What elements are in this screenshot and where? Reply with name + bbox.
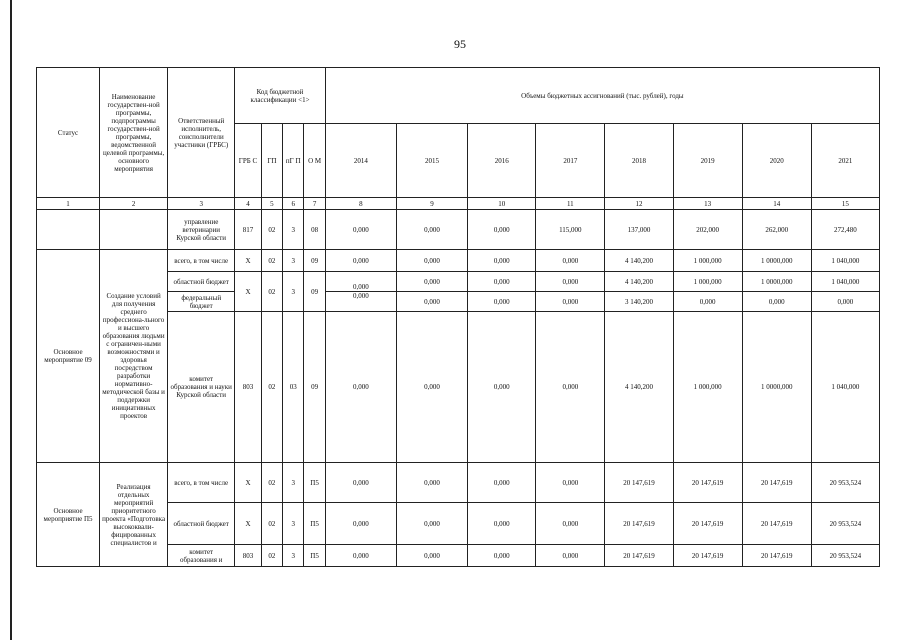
value-cell-merged (325, 272, 396, 312)
status-cell (37, 210, 100, 250)
header-budget-code: Код бюджетной классификации <1> (235, 68, 326, 124)
pgp-cell: 3 (283, 503, 304, 545)
gp-cell: 02 (261, 272, 282, 312)
executor-cell: комитет образования и науки Курской области (168, 312, 235, 463)
header-year: 2015 (396, 124, 467, 198)
value-cell: 1 000,000 (673, 250, 742, 272)
col-number: 8 (325, 198, 396, 210)
value-cell: 0,000 (396, 292, 467, 312)
value-cell: 20 147,619 (673, 545, 742, 567)
value-cell: 0,000 (325, 250, 396, 272)
col-number: 11 (536, 198, 605, 210)
value-cell: 0,000 (536, 292, 605, 312)
header-year: 2016 (468, 124, 536, 198)
value-cell: 0,000 (811, 292, 879, 312)
om-cell: П5 (304, 503, 325, 545)
value-cell: 4 140,200 (605, 272, 673, 292)
pgp-cell: 03 (283, 312, 304, 463)
col-number: 6 (283, 198, 304, 210)
executor-cell: областной бюджет (168, 503, 235, 545)
value-cell: 115,000 (536, 210, 605, 250)
value-cell: 20 147,619 (742, 463, 811, 503)
table-row (37, 463, 880, 503)
value-cell: 4 140,200 (605, 250, 673, 272)
gp-cell: 02 (261, 210, 282, 250)
value-cell: 0,000 (536, 463, 605, 503)
value-cell: 0,000 (396, 545, 467, 567)
value-cell: 0,000 (468, 312, 536, 463)
value-cell: 0,000 (673, 292, 742, 312)
value-cell: 0,000 (396, 272, 467, 292)
value-cell: 0,000 (742, 292, 811, 312)
col-number: 2 (100, 198, 168, 210)
gp-cell: 02 (261, 250, 282, 272)
header-status: Статус (37, 68, 100, 198)
column-number-row (37, 198, 880, 210)
value-cell: 0,000 (468, 503, 536, 545)
value-cell: 0,000 (396, 250, 467, 272)
value-cell: 1 040,000 (811, 250, 879, 272)
value-cell: 0,000 (468, 545, 536, 567)
value-cell: 0,000 (536, 503, 605, 545)
pgp-cell: 3 (283, 463, 304, 503)
value-cell: 1 040,000 (811, 272, 879, 292)
value-cell: 20 953,524 (811, 463, 879, 503)
value-cell: 137,000 (605, 210, 673, 250)
value-cell: 0,000 (536, 545, 605, 567)
header-volumes: Объемы бюджетных ассигнований (тыс. рублей), годы (325, 68, 879, 124)
value-cell: 20 147,619 (742, 545, 811, 567)
value-cell: 0,000 (536, 272, 605, 292)
value-cell: 1 0000,000 (742, 272, 811, 292)
header-year: 2018 (605, 124, 673, 198)
grbs-cell: Х (235, 250, 261, 272)
value-cell: 0,000 (468, 463, 536, 503)
page-left-border (10, 0, 12, 640)
budget-table (36, 67, 880, 567)
col-number: 9 (396, 198, 467, 210)
value-cell: 0,000 (468, 292, 536, 312)
executor-cell: всего, в том числе (168, 250, 235, 272)
grbs-cell: 803 (235, 312, 261, 463)
value-cell: 1 0000,000 (742, 312, 811, 463)
value-cell: 20 147,619 (605, 545, 673, 567)
value-cell: 0,000 (396, 312, 467, 463)
value-cell: 0,000 (536, 250, 605, 272)
om-cell: 09 (304, 250, 325, 272)
value-cell: 0,000 (468, 210, 536, 250)
header-year: 2021 (811, 124, 879, 198)
value-cell: 20 147,619 (605, 463, 673, 503)
gp-cell: 02 (261, 312, 282, 463)
col-number: 3 (168, 198, 235, 210)
value-cell: 1 000,000 (673, 272, 742, 292)
pgp-cell: 3 (283, 250, 304, 272)
grbs-cell: 817 (235, 210, 261, 250)
col-number: 7 (304, 198, 325, 210)
col-number: 12 (605, 198, 673, 210)
value-cell: 1 000,000 (673, 312, 742, 463)
value-cell: 0,000 (325, 545, 396, 567)
value-cell: 0,000 (468, 272, 536, 292)
header-code-pgp: пГ П (283, 124, 304, 198)
value-cell: 1 0000,000 (742, 250, 811, 272)
om-cell: 09 (304, 312, 325, 463)
executor-cell: всего, в том числе (168, 463, 235, 503)
executor-cell: областной бюджет (168, 272, 235, 292)
gp-cell: 02 (261, 545, 282, 567)
value-cell: 0,000 (325, 312, 396, 463)
header-code-grbs: ГРБ С (235, 124, 261, 198)
header-executor: Ответственный исполнитель, соисполнители участники (ГРБС) (168, 68, 235, 198)
page-number: 95 (454, 37, 466, 51)
value-cell: 0,000 (325, 463, 396, 503)
om-cell: 09 (304, 272, 325, 312)
header-name: Наименование государствен-ной программы, подпрограммы государствен-ной программы, ведомственной целевой программы, основного мероприятия (100, 68, 168, 198)
value-cell: 0,000 (325, 503, 396, 545)
value-cell: 4 140,200 (605, 312, 673, 463)
col-number: 15 (811, 198, 879, 210)
pgp-cell: 3 (283, 545, 304, 567)
executor-cell: федеральный бюджет (168, 292, 235, 312)
header-year: 2014 (325, 124, 396, 198)
pgp-cell: 3 (283, 272, 304, 312)
value-cell: 0,000 (536, 312, 605, 463)
grbs-cell: Х (235, 272, 261, 312)
name-cell: Создание условий для получения среднего профессиона-льного и высшего образования людьми с ограничен-ными возможностями и здоровья посредством разработки нормативно-методической базы и поддержки инициативных проектов (100, 250, 168, 463)
col-number: 13 (673, 198, 742, 210)
value-cell: 20 147,619 (605, 503, 673, 545)
col-number: 1 (37, 198, 100, 210)
pgp-cell: 3 (283, 210, 304, 250)
col-number: 10 (468, 198, 536, 210)
value-cell: 0,000 (396, 463, 467, 503)
value-cell: 20 953,524 (811, 545, 879, 567)
gp-cell: 02 (261, 463, 282, 503)
value-cell: 0,000 (325, 210, 396, 250)
value-cell: 1 040,000 (811, 312, 879, 463)
header-year: 2020 (742, 124, 811, 198)
table-row (37, 250, 880, 272)
value-cell: 3 140,200 (605, 292, 673, 312)
header-row (37, 68, 880, 124)
value-cell: 0,000 (396, 503, 467, 545)
col-number: 4 (235, 198, 261, 210)
value-cell: 0,000 (468, 250, 536, 272)
value-cell: 20 147,619 (673, 503, 742, 545)
value-cell: 202,000 (673, 210, 742, 250)
executor-cell: управление ветеринарии Курской области (168, 210, 235, 250)
header-year: 2019 (673, 124, 742, 198)
value-cell: 272,480 (811, 210, 879, 250)
value-cell: 262,000 (742, 210, 811, 250)
grbs-cell: 803 (235, 545, 261, 567)
header-year: 2017 (536, 124, 605, 198)
value-cell: 0,000 (396, 210, 467, 250)
header-code-gp: ГП (261, 124, 282, 198)
name-cell: Реализация отдельных мероприятий приоритетного проекта «Подготовка высококвали-фицированных специалистов и (100, 463, 168, 567)
gp-cell: 02 (261, 503, 282, 545)
om-cell: П5 (304, 545, 325, 567)
om-cell: П5 (304, 463, 325, 503)
status-cell: Основное мероприятие 09 (37, 250, 100, 463)
header-code-om: О М (304, 124, 325, 198)
status-cell: Основное мероприятие П5 (37, 463, 100, 567)
grbs-cell: Х (235, 463, 261, 503)
om-cell: 08 (304, 210, 325, 250)
col-number: 5 (261, 198, 282, 210)
value-cell: 20 953,524 (811, 503, 879, 545)
value-cell: 0,000 (326, 291, 396, 300)
name-cell (100, 210, 168, 250)
col-number: 14 (742, 198, 811, 210)
value-cell: 20 147,619 (673, 463, 742, 503)
executor-cell: комитет образования и (168, 545, 235, 567)
table-row (37, 210, 880, 250)
value-cell: 20 147,619 (742, 503, 811, 545)
value-cell: 0,000 (352, 283, 369, 291)
grbs-cell: Х (235, 503, 261, 545)
